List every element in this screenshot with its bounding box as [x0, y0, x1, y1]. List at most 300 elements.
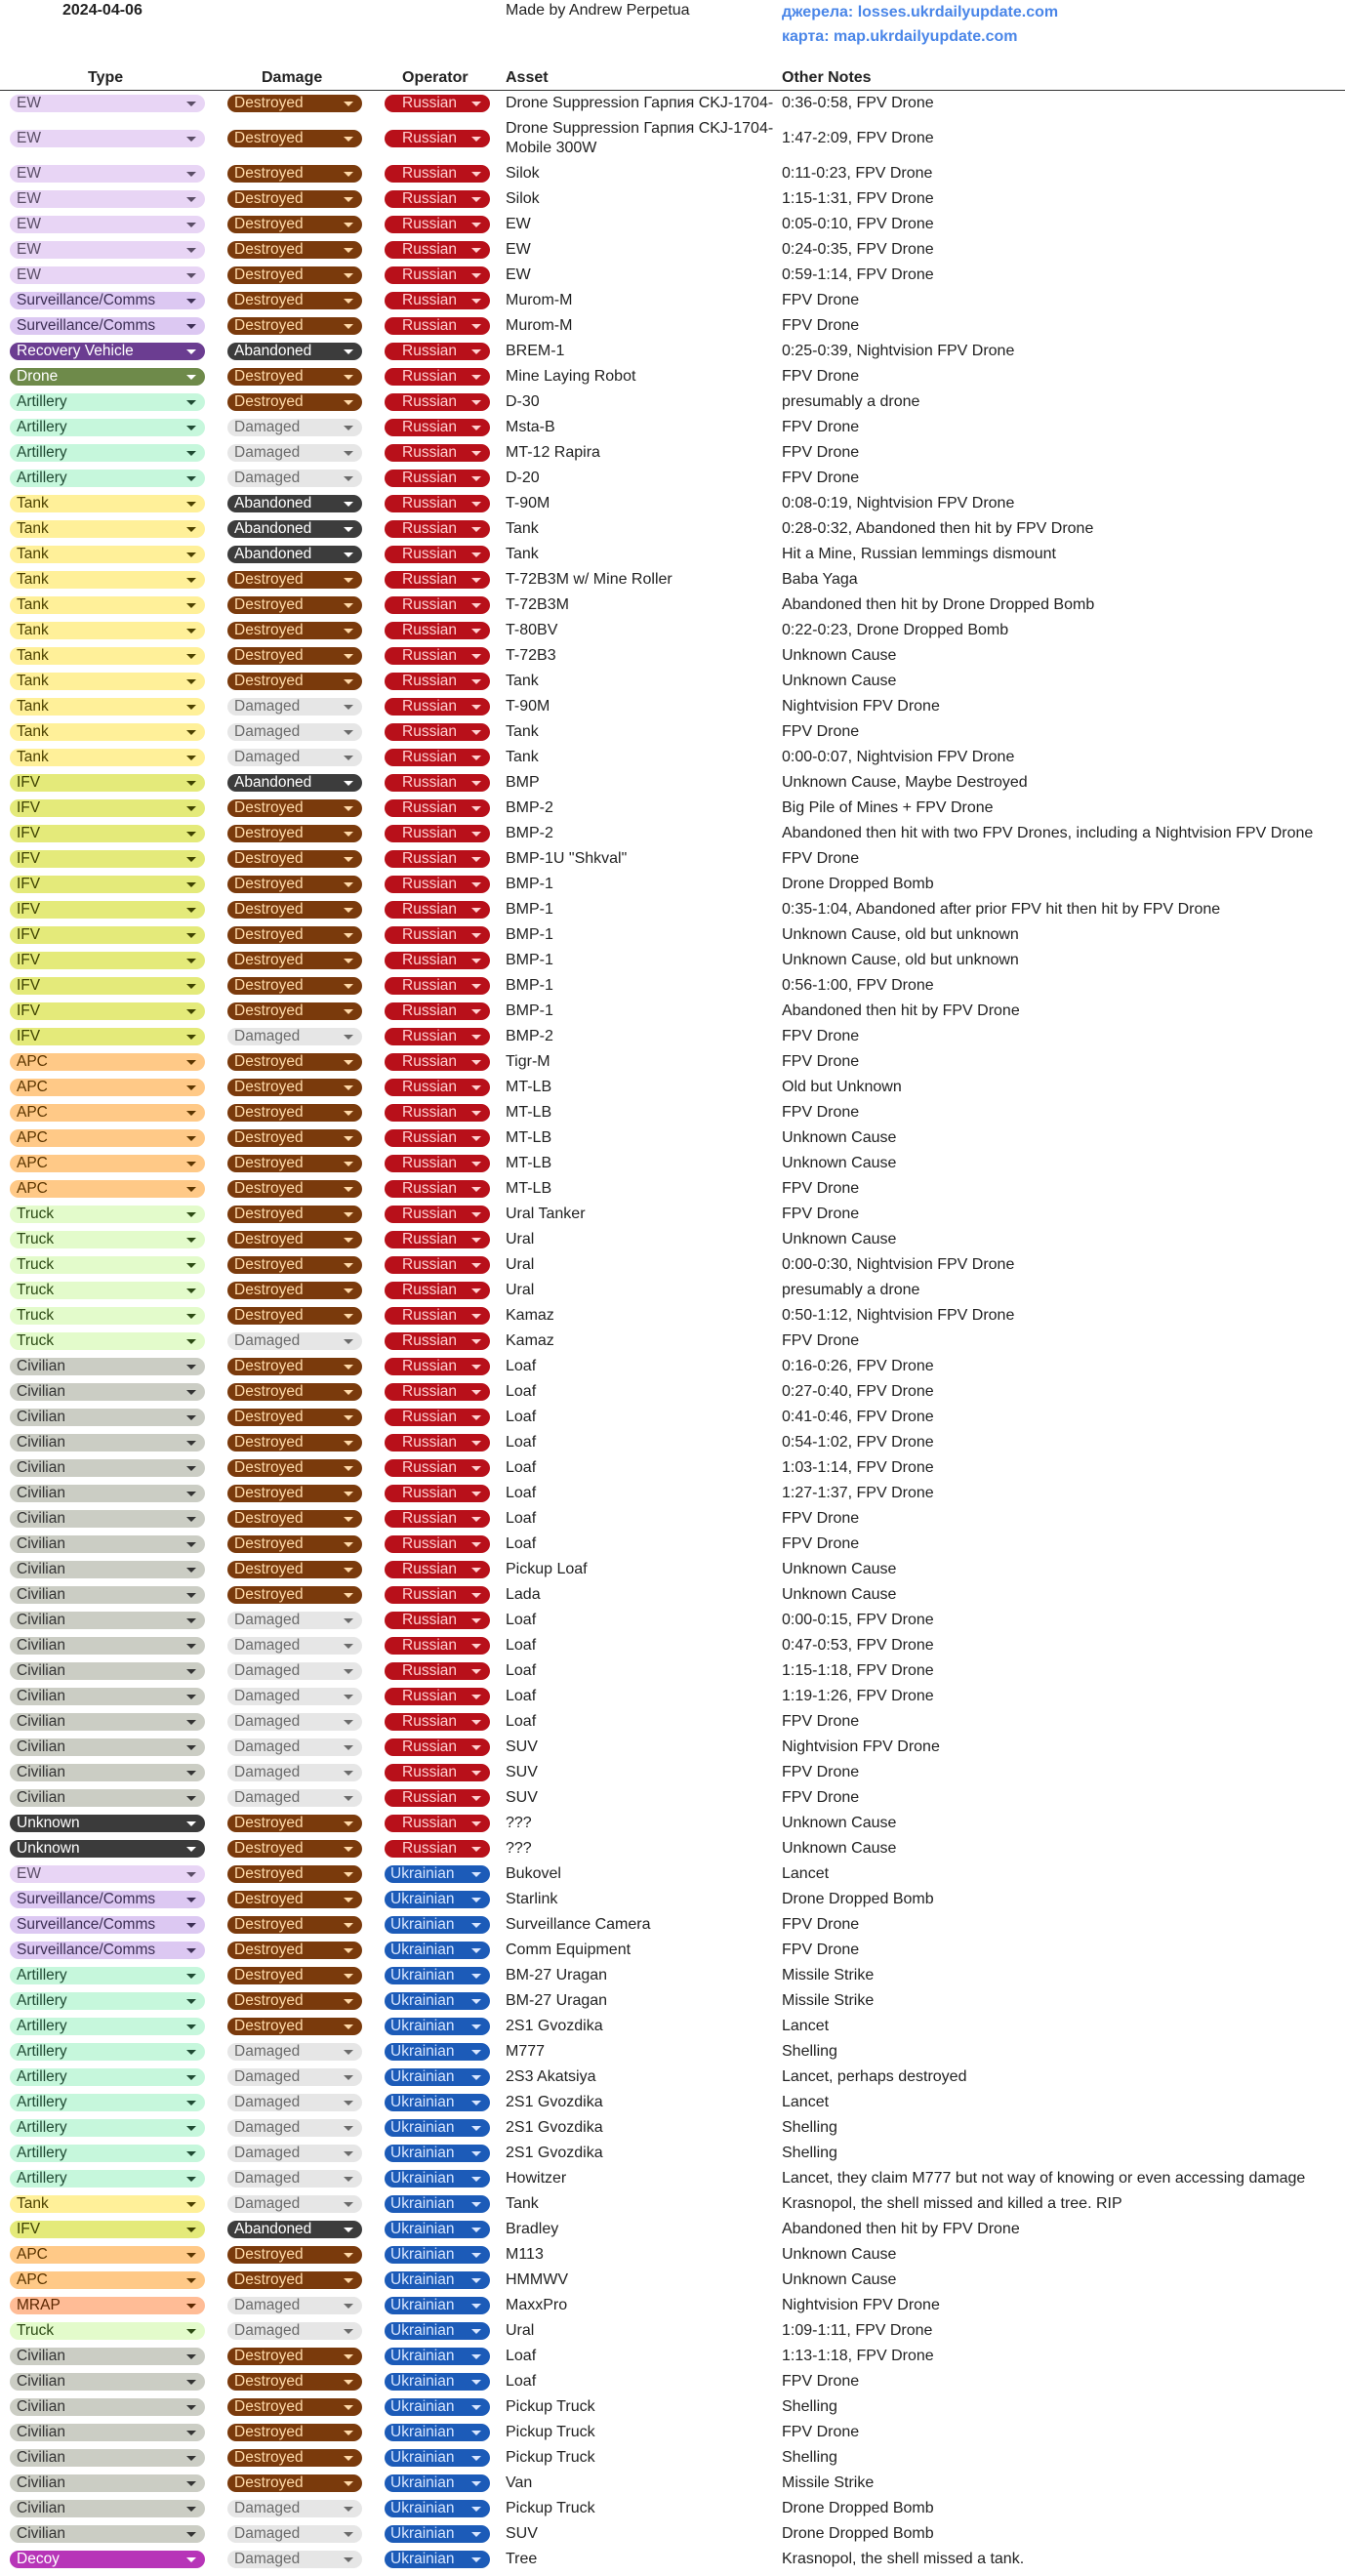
damage-dropdown[interactable] [227, 241, 362, 259]
damage-dropdown[interactable] [227, 2195, 362, 2213]
operator-dropdown[interactable] [385, 647, 490, 665]
type-dropdown[interactable] [10, 977, 205, 995]
operator-dropdown[interactable] [385, 95, 490, 112]
damage-dropdown[interactable] [227, 292, 362, 309]
operator-dropdown[interactable] [385, 723, 490, 741]
damage-dropdown[interactable] [227, 2297, 362, 2314]
type-dropdown[interactable] [10, 1713, 205, 1731]
operator-dropdown[interactable] [385, 241, 490, 259]
damage-dropdown[interactable] [227, 926, 362, 944]
type-dropdown[interactable] [10, 95, 205, 112]
damage-dropdown[interactable] [227, 2474, 362, 2492]
damage-dropdown[interactable] [227, 393, 362, 411]
operator-dropdown[interactable] [385, 977, 490, 995]
type-dropdown[interactable] [10, 343, 205, 360]
damage-dropdown[interactable] [227, 1282, 362, 1299]
damage-dropdown[interactable] [227, 1129, 362, 1147]
type-dropdown[interactable] [10, 1231, 205, 1248]
operator-dropdown[interactable] [385, 1485, 490, 1502]
damage-dropdown[interactable] [227, 1764, 362, 1781]
operator-dropdown[interactable] [385, 1129, 490, 1147]
operator-dropdown[interactable] [385, 673, 490, 690]
type-dropdown[interactable] [10, 1282, 205, 1299]
damage-dropdown[interactable] [227, 850, 362, 868]
damage-dropdown[interactable] [227, 596, 362, 614]
damage-dropdown[interactable] [227, 2170, 362, 2188]
type-dropdown[interactable] [10, 952, 205, 969]
operator-dropdown[interactable] [385, 1865, 490, 1883]
type-dropdown[interactable] [10, 673, 205, 690]
asset-cell: D-30 [506, 393, 540, 410]
type-dropdown[interactable] [10, 1967, 205, 1984]
damage-dropdown[interactable] [227, 723, 362, 741]
type-dropdown[interactable] [10, 1865, 205, 1883]
operator-dropdown[interactable] [385, 2195, 490, 2213]
damage-dropdown[interactable] [227, 190, 362, 208]
damage-dropdown[interactable] [227, 130, 362, 147]
type-dropdown[interactable] [10, 2348, 205, 2365]
type-dropdown[interactable] [10, 1079, 205, 1096]
operator-dropdown[interactable] [385, 1256, 490, 1274]
operator-dropdown[interactable] [385, 2551, 490, 2568]
operator-dropdown[interactable] [385, 799, 490, 817]
damage-dropdown[interactable] [227, 2449, 362, 2467]
damage-dropdown[interactable] [227, 2018, 362, 2035]
type-dropdown[interactable] [10, 2221, 205, 2238]
damage-dropdown[interactable] [227, 2500, 362, 2517]
operator-dropdown[interactable] [385, 1764, 490, 1781]
type-dropdown[interactable] [10, 2271, 205, 2289]
damage-dropdown[interactable] [227, 1713, 362, 1731]
type-dropdown[interactable] [10, 1104, 205, 1122]
damage-dropdown[interactable] [227, 1840, 362, 1858]
operator-dropdown[interactable] [385, 444, 490, 462]
type-dropdown[interactable] [10, 1256, 205, 1274]
damage-dropdown[interactable] [227, 799, 362, 817]
damage-dropdown[interactable] [227, 1028, 362, 1045]
operator-dropdown[interactable] [385, 1332, 490, 1350]
damage-dropdown[interactable] [227, 1079, 362, 1096]
type-dropdown[interactable] [10, 292, 205, 309]
operator-dropdown[interactable] [385, 2297, 490, 2314]
damage-dropdown[interactable] [227, 1383, 362, 1401]
type-dropdown[interactable] [10, 698, 205, 716]
damage-dropdown[interactable] [227, 1815, 362, 1832]
operator-dropdown[interactable] [385, 926, 490, 944]
type-dropdown[interactable] [10, 393, 205, 411]
operator-dropdown[interactable] [385, 1586, 490, 1604]
type-dropdown[interactable] [10, 546, 205, 563]
operator-dropdown[interactable] [385, 952, 490, 969]
damage-dropdown[interactable] [227, 546, 362, 563]
damage-dropdown[interactable] [227, 1662, 362, 1680]
damage-dropdown[interactable] [227, 698, 362, 716]
operator-dropdown[interactable] [385, 1180, 490, 1198]
operator-dropdown[interactable] [385, 2348, 490, 2365]
operator-dropdown[interactable] [385, 343, 490, 360]
damage-dropdown[interactable] [227, 317, 362, 335]
operator-dropdown[interactable] [385, 1561, 490, 1578]
operator-dropdown[interactable] [385, 317, 490, 335]
damage-dropdown[interactable] [227, 2221, 362, 2238]
operator-dropdown[interactable] [385, 1358, 490, 1375]
type-dropdown[interactable] [10, 622, 205, 639]
type-dropdown[interactable] [10, 1662, 205, 1680]
chevron-down-icon [186, 2431, 196, 2435]
damage-dropdown[interactable] [227, 571, 362, 589]
damage-dropdown[interactable] [227, 95, 362, 112]
damage-dropdown[interactable] [227, 1459, 362, 1477]
operator-dropdown[interactable] [385, 622, 490, 639]
damage-dropdown[interactable] [227, 876, 362, 893]
type-dropdown[interactable] [10, 1307, 205, 1325]
type-dropdown[interactable] [10, 1688, 205, 1705]
operator-dropdown[interactable] [385, 2449, 490, 2467]
operator-dropdown[interactable] [385, 1688, 490, 1705]
type-dropdown[interactable] [10, 2068, 205, 2086]
type-dropdown[interactable] [10, 2297, 205, 2314]
operator-dropdown[interactable] [385, 190, 490, 208]
damage-dropdown[interactable] [227, 2068, 362, 2086]
type-dropdown[interactable] [10, 901, 205, 919]
type-dropdown[interactable] [10, 2474, 205, 2492]
operator-dropdown[interactable] [385, 1079, 490, 1096]
damage-dropdown[interactable] [227, 2271, 362, 2289]
damage-dropdown[interactable] [227, 673, 362, 690]
operator-dropdown[interactable] [385, 2119, 490, 2137]
operator-dropdown[interactable] [385, 1942, 490, 1959]
type-dropdown[interactable] [10, 419, 205, 436]
operator-dropdown[interactable] [385, 876, 490, 893]
type-dropdown[interactable] [10, 241, 205, 259]
type-dropdown[interactable] [10, 520, 205, 538]
type-dropdown[interactable] [10, 1510, 205, 1528]
damage-dropdown[interactable] [227, 1332, 362, 1350]
type-dropdown[interactable] [10, 876, 205, 893]
operator-dropdown[interactable] [385, 1992, 490, 2010]
chevron-down-icon [344, 172, 353, 177]
map-link[interactable]: карта: map.ukrdailyupdate.com [782, 28, 1018, 45]
damage-dropdown[interactable] [227, 1637, 362, 1655]
operator-dropdown[interactable] [385, 2094, 490, 2111]
damage-dropdown[interactable] [227, 1409, 362, 1426]
damage-dropdown[interactable] [227, 1967, 362, 1984]
operator-dropdown[interactable] [385, 216, 490, 233]
type-dropdown[interactable] [10, 1789, 205, 1807]
type-dropdown[interactable] [10, 1459, 205, 1477]
damage-dropdown[interactable] [227, 2145, 362, 2162]
damage-dropdown[interactable] [227, 1535, 362, 1553]
type-dropdown[interactable] [10, 1053, 205, 1071]
operator-dropdown[interactable] [385, 1206, 490, 1223]
damage-dropdown[interactable] [227, 1561, 362, 1578]
operator-dropdown[interactable] [385, 1612, 490, 1629]
type-dropdown[interactable] [10, 926, 205, 944]
type-dropdown[interactable] [10, 2043, 205, 2061]
operator-dropdown[interactable] [385, 774, 490, 792]
operator-dropdown[interactable] [385, 1789, 490, 1807]
damage-dropdown[interactable] [227, 1434, 362, 1452]
operator-dropdown[interactable] [385, 1104, 490, 1122]
asset-cell: ??? [506, 1840, 532, 1857]
operator-dropdown[interactable] [385, 1662, 490, 1680]
type-dropdown[interactable] [10, 774, 205, 792]
damage-dropdown[interactable] [227, 1612, 362, 1629]
type-dropdown[interactable] [10, 1485, 205, 1502]
operator-dropdown[interactable] [385, 1155, 490, 1172]
type-dropdown[interactable] [10, 1891, 205, 1908]
type-dropdown[interactable] [10, 2145, 205, 2162]
damage-dropdown[interactable] [227, 1358, 362, 1375]
damage-dropdown[interactable] [227, 952, 362, 969]
operator-dropdown[interactable] [385, 1307, 490, 1325]
damage-dropdown[interactable] [227, 419, 362, 436]
type-dropdown[interactable] [10, 1815, 205, 1832]
operator-dropdown[interactable] [385, 2145, 490, 2162]
type-dropdown[interactable] [10, 2170, 205, 2188]
type-dropdown[interactable] [10, 850, 205, 868]
type-dropdown[interactable] [10, 495, 205, 512]
operator-dropdown[interactable] [385, 2525, 490, 2543]
operator-dropdown[interactable] [385, 2322, 490, 2340]
damage-dropdown[interactable] [227, 1002, 362, 1020]
damage-dropdown[interactable] [227, 2373, 362, 2391]
operator-dropdown[interactable] [385, 470, 490, 487]
type-dropdown[interactable] [10, 444, 205, 462]
operator-dropdown[interactable] [385, 698, 490, 716]
operator-dropdown[interactable] [385, 1231, 490, 1248]
type-dropdown[interactable] [10, 2525, 205, 2543]
type-dropdown[interactable] [10, 723, 205, 741]
type-dropdown[interactable] [10, 1206, 205, 1223]
type-dropdown[interactable] [10, 647, 205, 665]
operator-dropdown[interactable] [385, 2068, 490, 2086]
chevron-down-icon [186, 552, 196, 557]
damage-dropdown[interactable] [227, 1307, 362, 1325]
operator-dropdown[interactable] [385, 2373, 490, 2391]
damage-dropdown[interactable] [227, 977, 362, 995]
damage-dropdown[interactable] [227, 901, 362, 919]
type-dropdown[interactable] [10, 2551, 205, 2568]
operator-dropdown[interactable] [385, 1535, 490, 1553]
operator-dropdown[interactable] [385, 596, 490, 614]
damage-dropdown[interactable] [227, 2398, 362, 2416]
type-dropdown[interactable] [10, 1840, 205, 1858]
damage-dropdown[interactable] [227, 1942, 362, 1959]
operator-dropdown[interactable] [385, 1967, 490, 1984]
type-dropdown[interactable] [10, 2424, 205, 2441]
type-dropdown[interactable] [10, 2322, 205, 2340]
type-dropdown[interactable] [10, 1561, 205, 1578]
type-dropdown[interactable] [10, 1637, 205, 1655]
operator-dropdown[interactable] [385, 571, 490, 589]
damage-dropdown[interactable] [227, 1916, 362, 1934]
operator-dropdown[interactable] [385, 1916, 490, 1934]
type-dropdown[interactable] [10, 749, 205, 766]
operator-dropdown[interactable] [385, 1738, 490, 1756]
type-dropdown[interactable] [10, 1358, 205, 1375]
damage-dropdown[interactable] [227, 622, 362, 639]
type-dropdown[interactable] [10, 2246, 205, 2264]
type-dropdown[interactable] [10, 1180, 205, 1198]
damage-dropdown[interactable] [227, 2119, 362, 2137]
damage-dropdown[interactable] [227, 368, 362, 386]
type-dropdown[interactable] [10, 165, 205, 183]
type-dropdown[interactable] [10, 1992, 205, 2010]
type-dropdown[interactable] [10, 1028, 205, 1045]
operator-dropdown[interactable] [385, 419, 490, 436]
operator-dropdown[interactable] [385, 1637, 490, 1655]
operator-dropdown[interactable] [385, 1383, 490, 1401]
operator-dropdown[interactable] [385, 749, 490, 766]
type-dropdown[interactable] [10, 1409, 205, 1426]
damage-dropdown[interactable] [227, 647, 362, 665]
damage-dropdown[interactable] [227, 2322, 362, 2340]
type-dropdown[interactable] [10, 596, 205, 614]
operator-dropdown[interactable] [385, 1840, 490, 1858]
damage-dropdown[interactable] [227, 1510, 362, 1528]
operator-dropdown[interactable] [385, 2474, 490, 2492]
damage-dropdown[interactable] [227, 749, 362, 766]
operator-dropdown[interactable] [385, 1459, 490, 1477]
sources-link[interactable]: джерела: losses.ukrdailyupdate.com [782, 4, 1059, 20]
type-dropdown[interactable] [10, 825, 205, 842]
type-dropdown[interactable] [10, 266, 205, 284]
damage-dropdown[interactable] [227, 1231, 362, 1248]
type-dropdown[interactable] [10, 1586, 205, 1604]
operator-dropdown[interactable] [385, 850, 490, 868]
type-dropdown[interactable] [10, 1434, 205, 1452]
operator-dropdown[interactable] [385, 2246, 490, 2264]
type-dropdown[interactable] [10, 470, 205, 487]
damage-dropdown[interactable] [227, 520, 362, 538]
type-dropdown[interactable] [10, 1942, 205, 1959]
type-dropdown[interactable] [10, 130, 205, 147]
operator-dropdown[interactable] [385, 1053, 490, 1071]
operator-dropdown[interactable] [385, 1282, 490, 1299]
damage-dropdown[interactable] [227, 1789, 362, 1807]
damage-dropdown[interactable] [227, 1688, 362, 1705]
type-dropdown[interactable] [10, 1002, 205, 1020]
damage-dropdown[interactable] [227, 2043, 362, 2061]
damage-dropdown[interactable] [227, 495, 362, 512]
type-dropdown[interactable] [10, 1738, 205, 1756]
damage-dropdown[interactable] [227, 1586, 362, 1604]
damage-dropdown[interactable] [227, 1053, 362, 1071]
type-dropdown[interactable] [10, 216, 205, 233]
operator-dropdown[interactable] [385, 292, 490, 309]
damage-dropdown[interactable] [227, 1180, 362, 1198]
type-dropdown[interactable] [10, 1155, 205, 1172]
operator-dropdown[interactable] [385, 2398, 490, 2416]
damage-dropdown[interactable] [227, 2094, 362, 2111]
type-dropdown[interactable] [10, 2398, 205, 2416]
operator-dropdown[interactable] [385, 1815, 490, 1832]
type-dropdown[interactable] [10, 1916, 205, 1934]
operator-dropdown[interactable] [385, 393, 490, 411]
operator-dropdown[interactable] [385, 520, 490, 538]
type-dropdown[interactable] [10, 2094, 205, 2111]
operator-dropdown[interactable] [385, 1891, 490, 1908]
operator-dropdown[interactable] [385, 1434, 490, 1452]
damage-dropdown[interactable] [227, 1865, 362, 1883]
operator-dropdown[interactable] [385, 1713, 490, 1731]
damage-dropdown[interactable] [227, 1155, 362, 1172]
damage-dropdown[interactable] [227, 2424, 362, 2441]
damage-dropdown[interactable] [227, 2525, 362, 2543]
operator-dropdown[interactable] [385, 1028, 490, 1045]
damage-dropdown[interactable] [227, 343, 362, 360]
operator-dropdown[interactable] [385, 368, 490, 386]
operator-dropdown[interactable] [385, 2221, 490, 2238]
damage-dropdown[interactable] [227, 470, 362, 487]
damage-dropdown[interactable] [227, 1485, 362, 1502]
operator-dropdown[interactable] [385, 130, 490, 147]
operator-dropdown[interactable] [385, 266, 490, 284]
type-dropdown[interactable] [10, 1764, 205, 1781]
type-dropdown[interactable] [10, 2195, 205, 2213]
operator-dropdown[interactable] [385, 1510, 490, 1528]
operator-dropdown[interactable] [385, 546, 490, 563]
operator-dropdown[interactable] [385, 2043, 490, 2061]
operator-dropdown[interactable] [385, 2170, 490, 2188]
damage-dropdown[interactable] [227, 1256, 362, 1274]
damage-dropdown[interactable] [227, 165, 362, 183]
damage-dropdown[interactable] [227, 266, 362, 284]
damage-dropdown[interactable] [227, 2246, 362, 2264]
operator-dropdown[interactable] [385, 165, 490, 183]
type-dropdown[interactable] [10, 1332, 205, 1350]
damage-dropdown[interactable] [227, 2348, 362, 2365]
type-dropdown[interactable] [10, 2373, 205, 2391]
type-dropdown[interactable] [10, 799, 205, 817]
type-dropdown[interactable] [10, 571, 205, 589]
operator-dropdown[interactable] [385, 1002, 490, 1020]
notes-cell: Unknown Cause [782, 673, 897, 689]
type-dropdown[interactable] [10, 1612, 205, 1629]
operator-dropdown[interactable] [385, 2500, 490, 2517]
operator-dropdown[interactable] [385, 1409, 490, 1426]
damage-dropdown[interactable] [227, 216, 362, 233]
damage-dropdown[interactable] [227, 1992, 362, 2010]
type-dropdown[interactable] [10, 1535, 205, 1553]
damage-dropdown[interactable] [227, 1891, 362, 1908]
type-dropdown[interactable] [10, 2449, 205, 2467]
type-dropdown[interactable] [10, 1383, 205, 1401]
damage-dropdown[interactable] [227, 1104, 362, 1122]
damage-dropdown[interactable] [227, 2551, 362, 2568]
damage-dropdown[interactable] [227, 1738, 362, 1756]
damage-dropdown[interactable] [227, 444, 362, 462]
operator-dropdown[interactable] [385, 495, 490, 512]
type-dropdown[interactable] [10, 1129, 205, 1147]
operator-dropdown[interactable] [385, 2424, 490, 2441]
damage-dropdown[interactable] [227, 1206, 362, 1223]
table-row [0, 212, 1345, 237]
type-dropdown[interactable] [10, 2119, 205, 2137]
damage-dropdown[interactable] [227, 774, 362, 792]
operator-dropdown[interactable] [385, 901, 490, 919]
operator-dropdown[interactable] [385, 2271, 490, 2289]
operator-dropdown[interactable] [385, 825, 490, 842]
operator-dropdown[interactable] [385, 2018, 490, 2035]
type-dropdown[interactable] [10, 2018, 205, 2035]
type-dropdown[interactable] [10, 368, 205, 386]
type-dropdown[interactable] [10, 317, 205, 335]
damage-dropdown[interactable] [227, 825, 362, 842]
type-dropdown[interactable] [10, 2500, 205, 2517]
type-dropdown[interactable] [10, 190, 205, 208]
